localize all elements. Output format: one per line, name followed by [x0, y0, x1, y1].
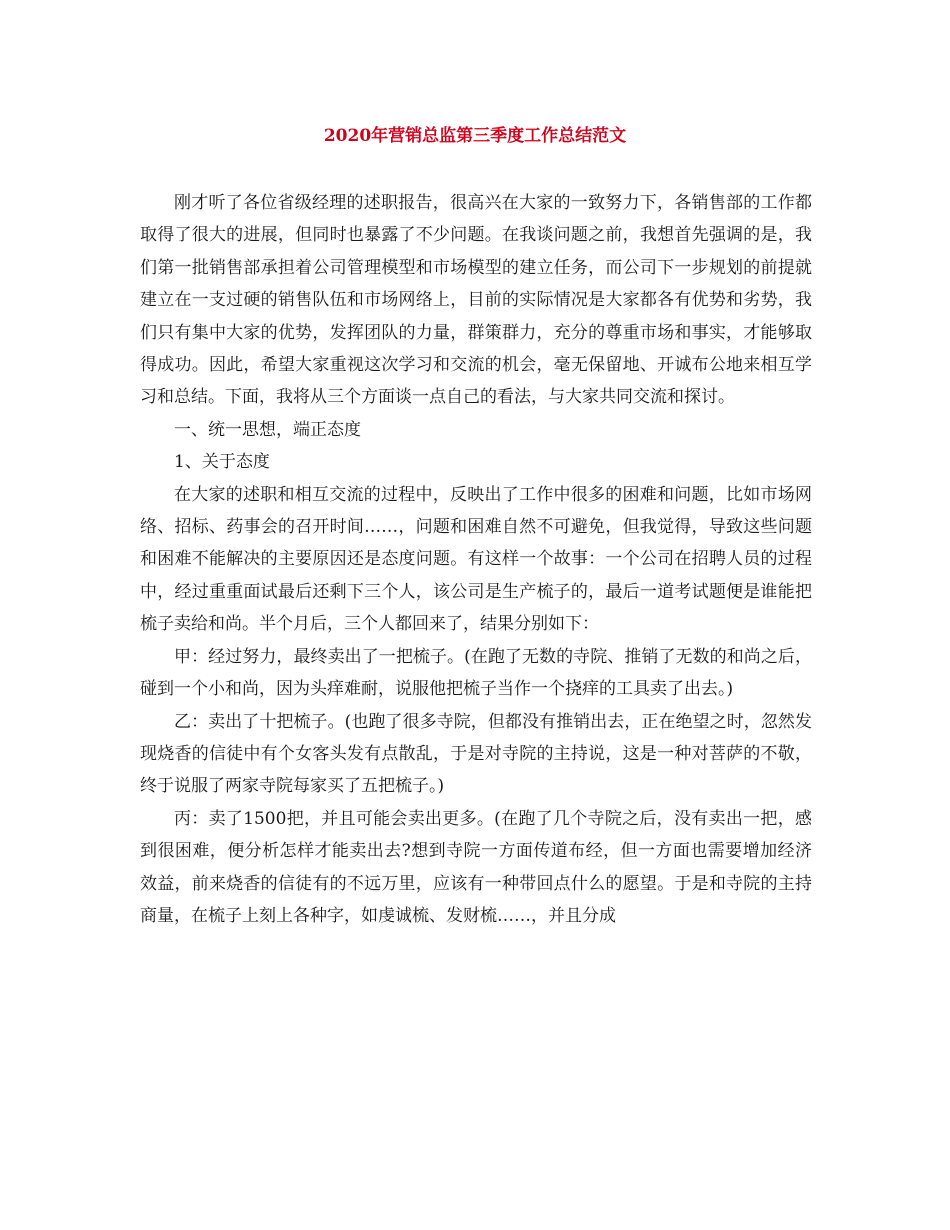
- document-body: [140, 187, 812, 932]
- paragraph-result-b: 乙：卖出了十把梳子。(也跑了很多寺院，但都没有推销出去，正在绝望之时，忽然发现烧香的信徒中有个女客头发有点散乱，于是对寺院的主持说，这是一种对菩萨的不敬，终于说服了两家寺院每家买了五把梳子。): [140, 711, 812, 797]
- paragraph-result-a: 甲：经过努力，最终卖出了一把梳子。(在跑了无数的寺院、推销了无数的和尚之后，碰到一个小和尚，因为头痒难耐，说服他把梳子当作一个挠痒的工具卖了出去。): [140, 646, 812, 700]
- paragraph-story: 在大家的述职和相互交流的过程中，反映出了工作中很多的困难和问题，比如市场网络、招标、药事会的召开时间……，问题和困难自然不可避免，但我觉得，导致这些问题和困难不能解决的主要原因还是态度问题。有这样一个故事：一个公司在招聘人员的过程中，经过重重面试最后还剩下三个人，该公司是生产梳子的，最后一道考试题便是谁能把梳子卖给和尚。半个月后，三个人都回来了，结果分别如下：: [140, 484, 812, 635]
- paragraph-intro: 刚才听了各位省级经理的述职报告，很高兴在大家的一致努力下，各销售部的工作都取得了很大的进展，但同时也暴露了不少问题。在我谈问题之前，我想首先强调的是，我们第一批销售部承担着公司管理模型和市场模型的建立任务，而公司下一步规划的前提就建立在一支过硬的销售队伍和市场网络上，目前的实际情况是大家都各有优势和劣势，我们只有集中大家的优势，发挥团队的力量，群策群力，充分的尊重市场和事实，才能够取得成功。因此，希望大家重视这次学习和交流的机会，毫无保留地、开诚布公地来相互学习和总结。下面，我将从三个方面谈一点自己的看法，与大家共同交流和探讨。: [140, 193, 812, 408]
- document-title: 2020年营销总监第三季度工作总结范文: [323, 126, 627, 146]
- paragraph-result-c: 丙：卖了1500把，并且可能会卖出更多。(在跑了几个寺院之后，没有卖出一把，感到很困难，便分析怎样才能卖出去?想到寺院一方面传道布经，但一方面也需要增加经济效益，前来烧香的信徒有的不远万里，应该有一种带回点什么的愿望。于是和寺院的主持商量，在梳子上刻上各种字，如虔诚梳、发财梳……，并且分成: [140, 808, 812, 926]
- heading-subsection-1: 1、关于态度: [174, 452, 270, 473]
- heading-section-1: 一、统一思想，端正态度: [174, 419, 361, 440]
